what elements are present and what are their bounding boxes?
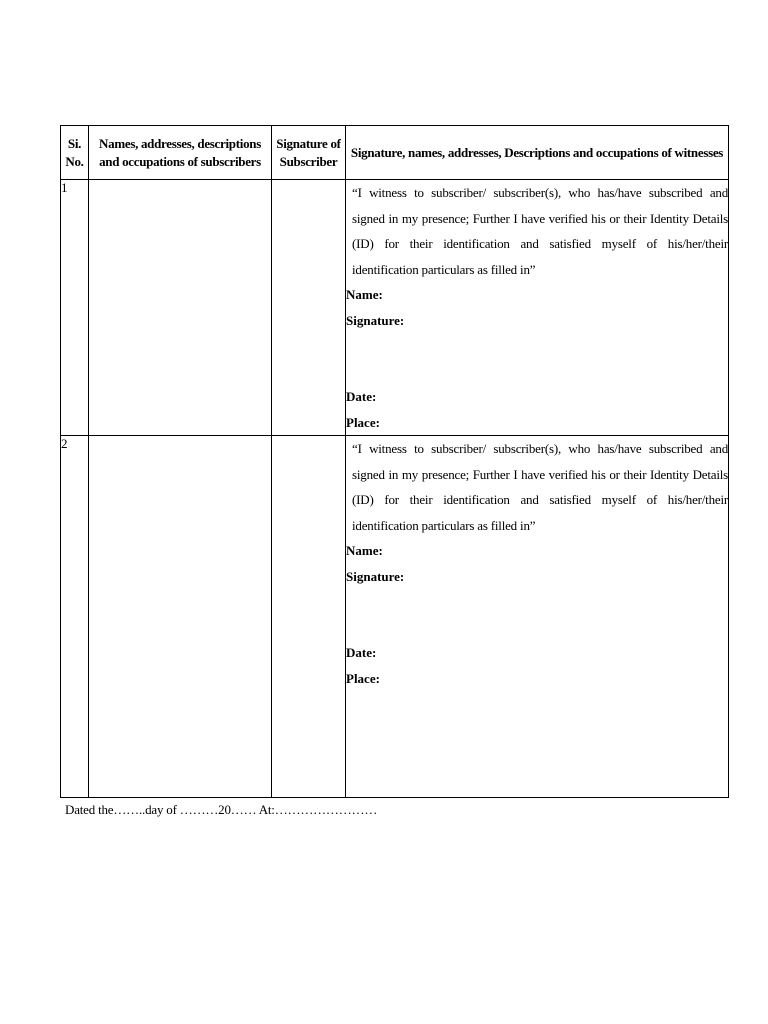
subscribers-witness-table [60,125,729,798]
dated-line: Dated the……..day of ………20…… At:…………………… [65,802,378,817]
header-serial-number: Si. No. [61,126,89,180]
witness-place-label[interactable]: Place: [346,670,380,686]
table-row [61,436,729,798]
table-row [61,180,729,436]
subscriber-signature-cell[interactable] [272,436,346,798]
witness-date-label[interactable]: Date: [346,645,377,660]
signature-space[interactable] [346,333,728,384]
header-subscriber-details: Names, addresses, descriptions and occupations of subscribers [89,126,272,180]
subscriber-details-cell[interactable] [89,180,272,436]
witness-name-label[interactable]: Name: [346,543,383,558]
witness-statement: “I witness to subscriber/ subscriber(s), who has/have subscribed and signed in my presence; Further I have verified his or their Identity Details (ID) for their identification and satisfied myself of his/her/their identification particulars as filled in” [352,441,728,533]
serial-number-cell: 2 [61,436,89,798]
signature-space[interactable] [346,589,728,640]
witness-cell [346,180,729,436]
header-subscriber-signature: Signature of Subscriber [272,126,346,180]
witness-name-label[interactable]: Name: [346,287,383,302]
serial-number-cell: 1 [61,180,89,436]
header-witness-details: Signature, names, addresses, Descriptions and occupations of witnesses [346,126,729,180]
subscriber-details-cell[interactable] [89,436,272,798]
table-header-row [61,126,729,180]
subscriber-signature-cell[interactable] [272,180,346,436]
witness-statement: “I witness to subscriber/ subscriber(s), who has/have subscribed and signed in my presence; Further I have verified his or their Identity Details (ID) for their identification and satisfied myself of his/her/their identification particulars as filled in” [352,185,728,277]
witness-date-label[interactable]: Date: [346,389,377,404]
witness-signature-label[interactable]: Signature: [346,568,405,584]
witness-signature-label[interactable]: Signature: [346,312,405,328]
witness-place-label[interactable]: Place: [346,414,380,430]
witness-cell [346,436,729,798]
